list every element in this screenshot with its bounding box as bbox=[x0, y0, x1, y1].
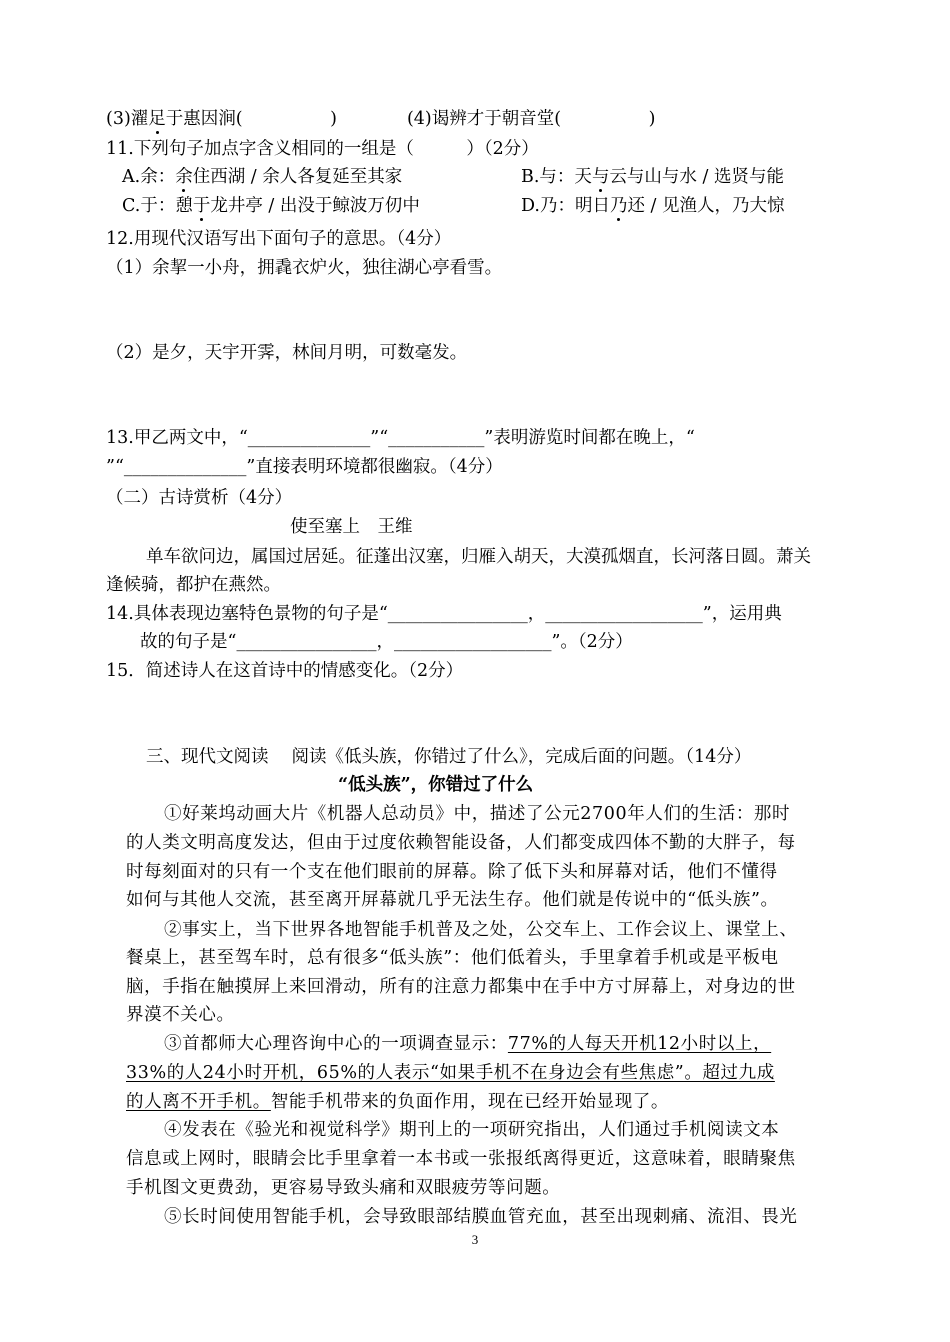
paragraph-3-line-2 bbox=[126, 1061, 775, 1085]
emphasis-dot-char: 与 bbox=[591, 167, 610, 187]
paragraph-2-line-3: 脑，手指在触摸屏上来回滑动，所有的注意力都集中在手中方寸屏幕上，对身边的世 bbox=[126, 977, 796, 997]
question-15: 15．简述诗人在这首诗中的情感变化。（2分） bbox=[106, 661, 464, 681]
question-12: 12.用现代汉语写出下面句子的意思。（4分） bbox=[106, 229, 452, 249]
paragraph-2-line-1: ②事实上，当下世界各地智能手机普及之处，公交车上、工作会议上、课堂上、 bbox=[164, 920, 798, 940]
poem-text-line-2: 逢候骑，都护在燕然。 bbox=[106, 575, 281, 595]
emphasis-dot-char: 于 bbox=[192, 196, 211, 216]
option-d: D.乃：明日乃还 / 见渔人，乃大惊 bbox=[521, 196, 785, 216]
paragraph-3-line-1: ③首都师大心理咨询中心的一项调查显示：77%的人每天开机12小时以上， bbox=[164, 1034, 772, 1054]
question-14-line-1: 14.具体表现边塞特色景物的句子是“________________，__________________”，运用典 bbox=[106, 604, 782, 624]
underlined-text: 的人离不开手机。 bbox=[126, 1092, 271, 1112]
article-title: “低头族”，你错过了什么 bbox=[338, 775, 534, 795]
paragraph-1-line-3: 时每刻面对的只有一个支在他们眼前的屏幕。除了低下头和屏幕对话，他们不懂得 bbox=[126, 862, 778, 882]
poem-text-line-1: 单车欲问边，属国过居延。征蓬出汉塞，归雁入胡天，大漠孤烟直，长河落日圆。萧关 bbox=[146, 547, 811, 567]
paragraph-1-line-4: 如何与其他人交流，甚至离开屏幕就几乎无法生存。他们就是传说中的“低头族”。 bbox=[126, 890, 779, 910]
section-heading-poetry: （二）古诗赏析（4分） bbox=[106, 488, 293, 508]
paragraph-2-line-4: 界漠不关心。 bbox=[126, 1005, 235, 1025]
option-c: C.于：憩于龙井亭 / 出没于鲸波万仞中 bbox=[122, 196, 420, 216]
paragraph-4-line-2: 信息或上网时，眼睛会比手里拿着一本书或一张报纸离得更近，这意味着，眼睛聚焦 bbox=[126, 1149, 796, 1169]
paragraph-4-line-1: ④发表在《验光和视觉科学》期刊上的一项研究指出，人们通过手机阅读文本 bbox=[164, 1120, 780, 1140]
paragraph-4-line-3: 手机图文更费劲，更容易导致头痛和双眼疲劳等问题。 bbox=[126, 1178, 561, 1198]
page-number: 3 bbox=[471, 1232, 479, 1247]
option-b: B.与：天与云与山与水 / 选贤与能 bbox=[521, 167, 784, 187]
question-12-item-1: （1）余挈一小舟，拥毳衣炉火，独往湖心亭看雪。 bbox=[106, 258, 503, 278]
emphasis-dot-char: 足 bbox=[148, 109, 166, 129]
q10-items-line: (3)濯足于惠因涧( ) (4)谒辨才于朝音堂( ) bbox=[106, 109, 656, 129]
emphasis-dot-char: 余 bbox=[175, 167, 193, 187]
paragraph-5-line-1: ⑤长时间使用智能手机，会导致眼部结膜血管充血，甚至出现刺痛、流泪、畏光 bbox=[164, 1207, 798, 1227]
question-14-line-2: 故的句子是“________________，__________________”。（2分） bbox=[140, 632, 633, 652]
question-13-line-1: 13.甲乙两文中，“______________”“___________”表明游览时间都在晚上，“ bbox=[106, 428, 695, 448]
question-13-line-2: ”“______________”直接表明环境都很幽寂。（4分） bbox=[106, 457, 503, 477]
question-11: 11.下列句子加点字含义相同的一组是（ ）（2分） bbox=[106, 139, 539, 159]
paragraph-3-line-3: 的人离不开手机。智能手机带来的负面作用，现在已经开始显现了。 bbox=[126, 1092, 670, 1112]
emphasis-dot-char: 乃 bbox=[609, 196, 628, 216]
question-12-item-2: （2）是夕，天宇开霁，林间月明，可数毫发。 bbox=[106, 343, 468, 363]
paragraph-2-line-2: 餐桌上，甚至驾车时，总有很多“低头族”：他们低着头，手里拿着手机或是平板电 bbox=[126, 948, 779, 968]
paragraph-1-line-2: 的人类文明高度发达，但由于过度依赖智能设备，人们都变成四体不勤的大胖子，每 bbox=[126, 833, 796, 853]
paragraph-1-line-1: ①好莱坞动画大片《机器人总动员》中，描述了公元2700年人们的生活：那时 bbox=[164, 804, 791, 824]
poem-title: 使至塞上 王维 bbox=[290, 517, 413, 537]
underlined-text: 77%的人每天开机12小时以上， bbox=[507, 1034, 772, 1054]
section-heading-modern-reading: 三、现代文阅读 阅读《低头族，你错过了什么》，完成后面的问题。（14分） bbox=[146, 747, 752, 767]
option-a: A.余：余住西湖 / 余人各复延至其家 bbox=[122, 167, 403, 187]
underlined-text: 33%的人24小时开机，65%的人表示“如果手机不在身边会有些焦虑”。超过九成 bbox=[126, 1063, 775, 1083]
